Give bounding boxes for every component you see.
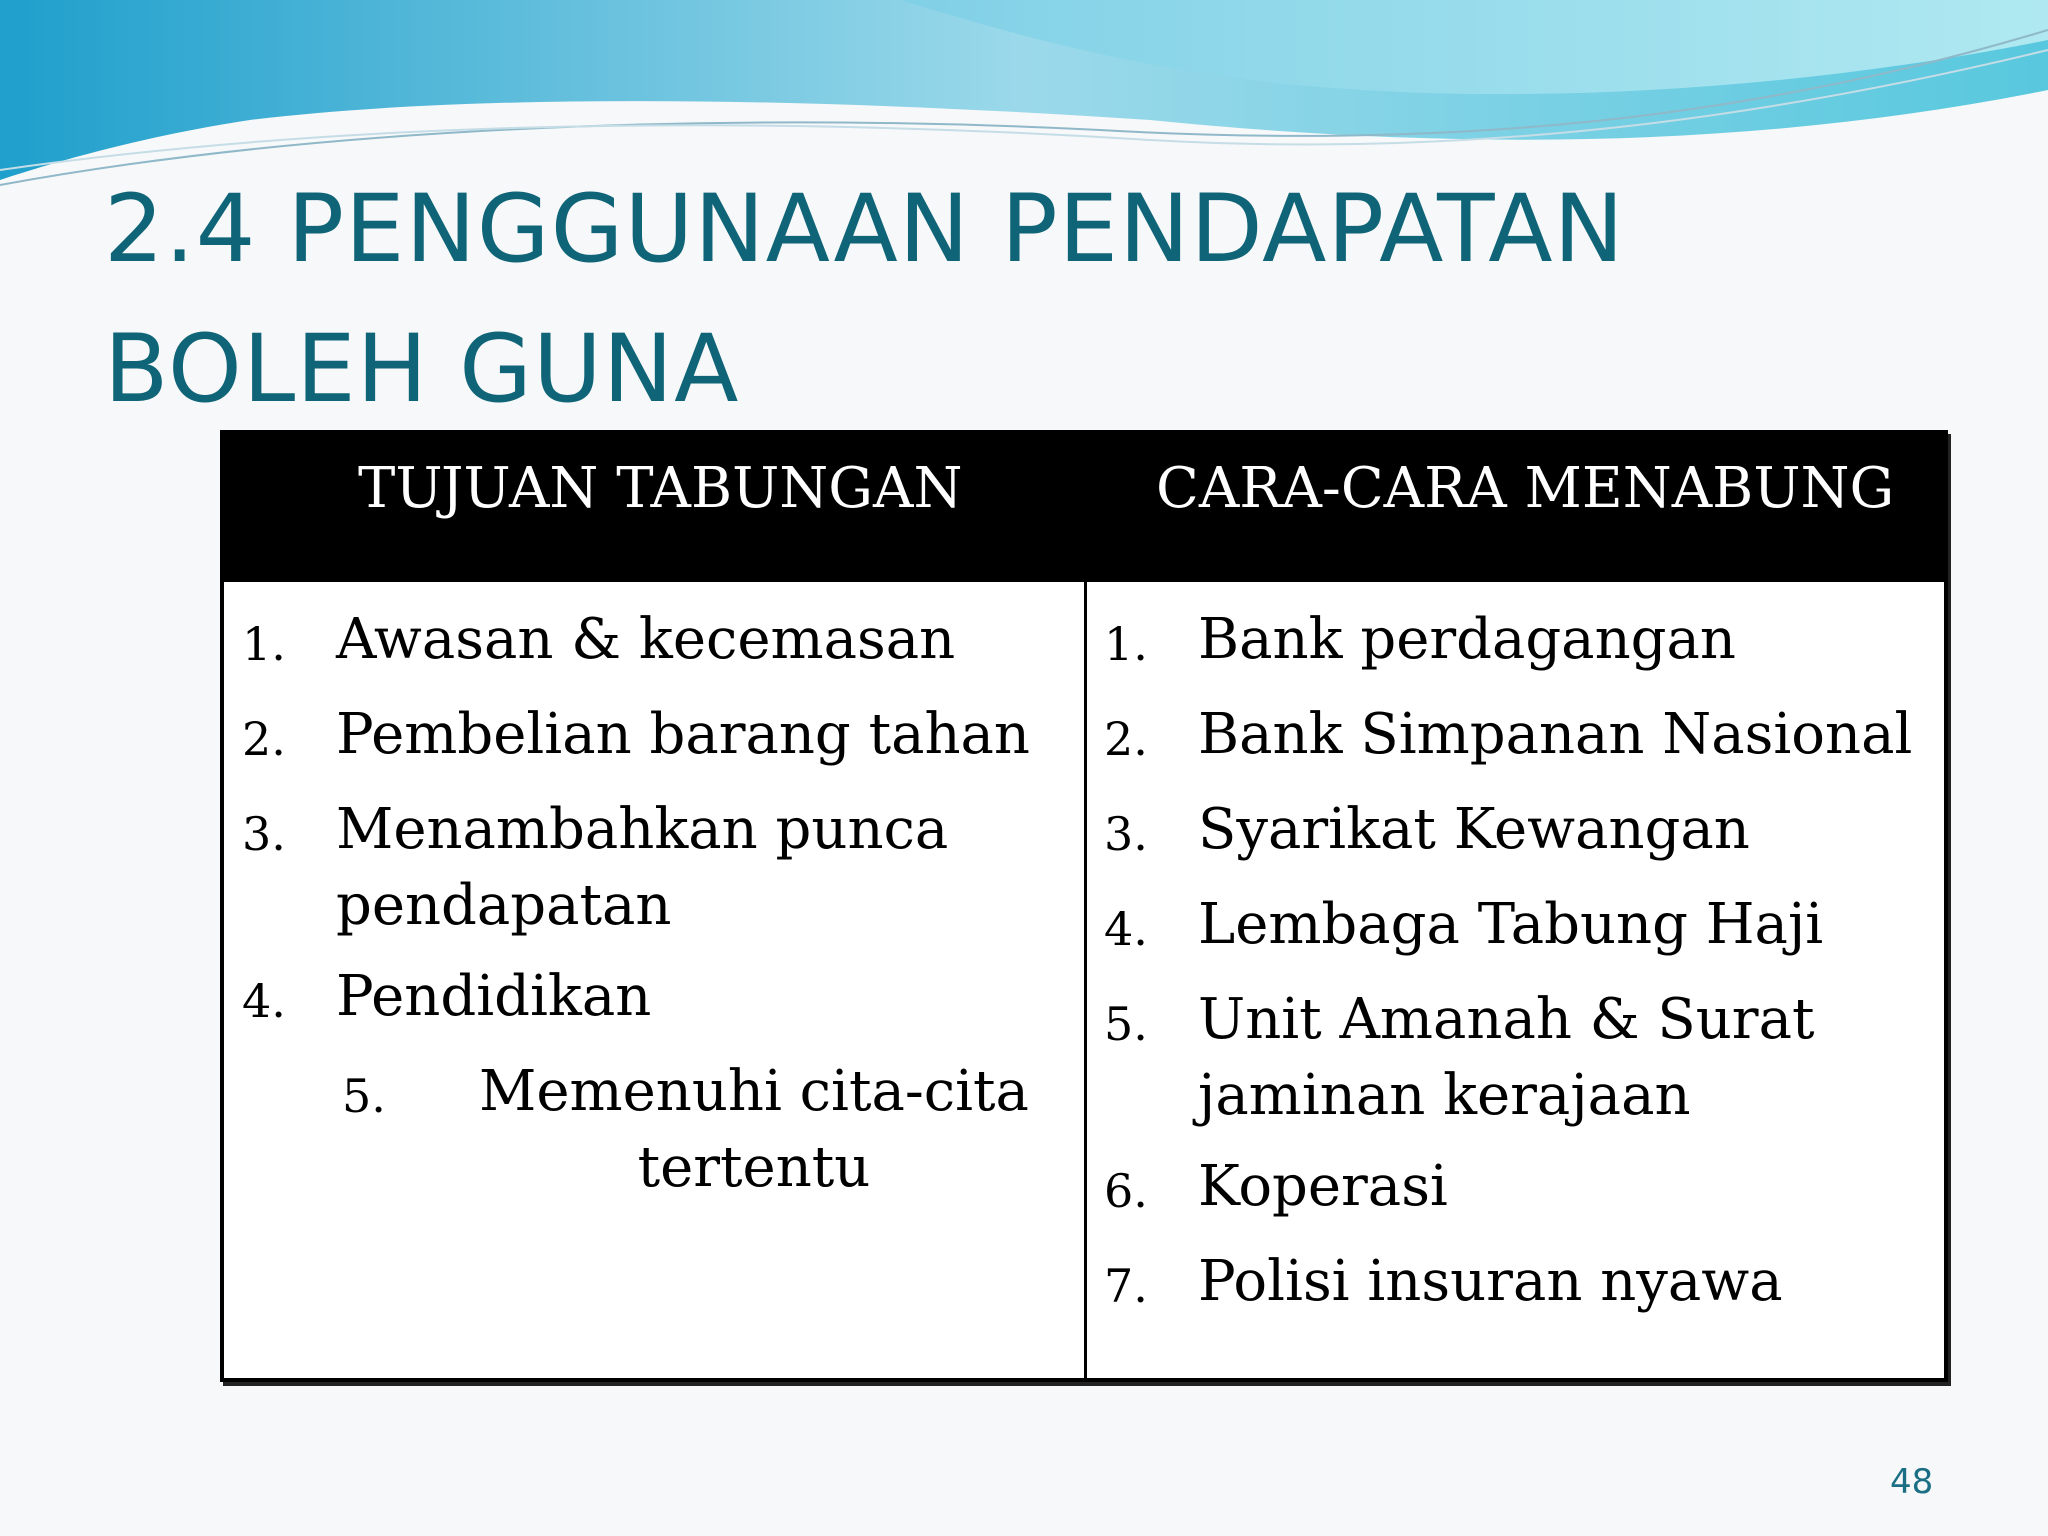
list-item: [1104, 1149, 1944, 1229]
page-number: 48: [1890, 1462, 1934, 1502]
column-divider: [1084, 582, 1087, 1382]
list-item: [1104, 602, 1944, 682]
list-item: [1104, 1244, 1944, 1324]
item-text: Polisi insuran nyawa: [1198, 1249, 1783, 1314]
list-item: [242, 959, 1072, 1039]
item-number: 2.: [1104, 712, 1148, 766]
item-text: Bank Simpanan Nasional: [1198, 702, 1913, 767]
item-number: 1.: [1104, 617, 1148, 671]
header-saving-methods: CARA-CARA MENABUNG: [1156, 456, 1895, 521]
item-number: 3.: [1104, 807, 1148, 861]
list-item: [242, 697, 1072, 777]
item-number: 1.: [242, 617, 286, 671]
list-item: [1104, 697, 1944, 777]
item-text: Memenuhi cita-cita tertentu: [479, 1059, 1029, 1200]
savings-table: [220, 430, 1948, 1382]
list-item: [242, 792, 1072, 944]
item-number: 3.: [242, 807, 286, 861]
item-number: 4.: [242, 974, 286, 1028]
item-number: 7.: [1104, 1259, 1148, 1313]
item-number: 5.: [342, 1069, 386, 1123]
item-text: Menambahkan punca pendapatan: [336, 797, 949, 938]
list-item: [1104, 887, 1944, 967]
item-text: Unit Amanah & Surat jaminan kerajaan: [1198, 987, 1815, 1128]
item-text: Koperasi: [1198, 1154, 1448, 1219]
savings-goals-list: [242, 602, 1072, 1221]
table-header-row: [224, 434, 1944, 582]
item-number: 4.: [1104, 902, 1148, 956]
item-number: 6.: [1104, 1164, 1148, 1218]
item-text: Pendidikan: [336, 964, 652, 1029]
item-number: 5.: [1104, 997, 1148, 1051]
list-item: [342, 1054, 1072, 1206]
header-savings-goals: TUJUAN TABUNGAN: [358, 456, 963, 521]
item-text: Bank perdagangan: [1198, 607, 1736, 672]
item-text: Awasan & kecemasan: [336, 607, 956, 672]
item-text: Pembelian barang tahan: [336, 702, 1030, 767]
list-item: [1104, 982, 1944, 1134]
list-item: [1104, 792, 1944, 872]
list-item: [242, 602, 1072, 682]
saving-methods-list: [1104, 602, 1944, 1339]
item-text: Syarikat Kewangan: [1198, 797, 1750, 862]
slide-title: 2.4 PENGGUNAAN PENDAPATAN BOLEH GUNA: [104, 175, 1625, 424]
item-number: 2.: [242, 712, 286, 766]
item-text: Lembaga Tabung Haji: [1198, 892, 1824, 957]
